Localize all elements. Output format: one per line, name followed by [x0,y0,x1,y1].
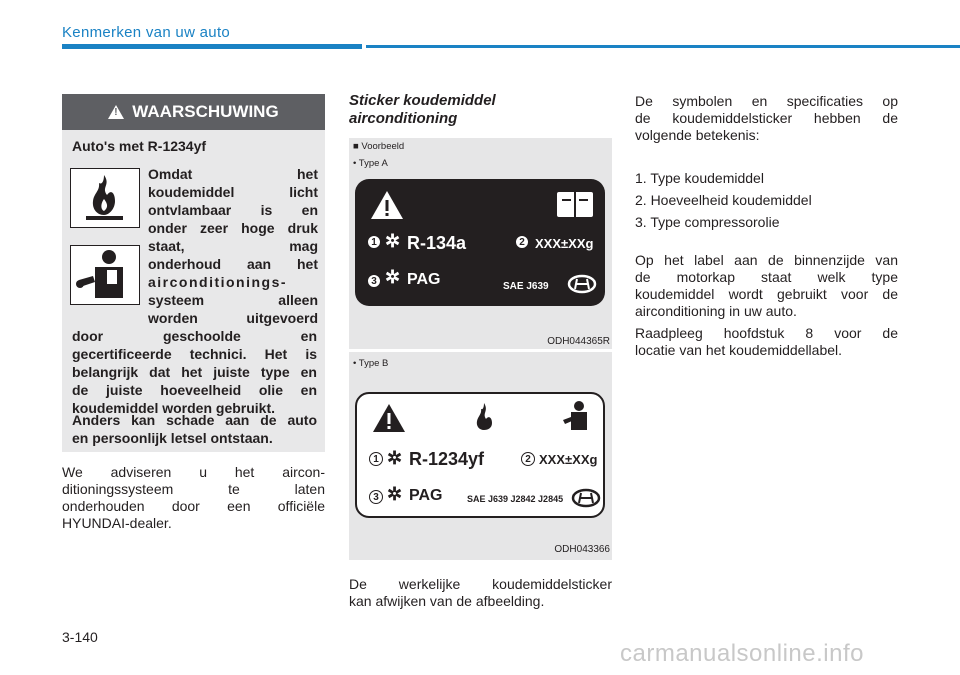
warning-line: koudemiddel licht [148,184,318,200]
list-item: 2. Hoeveelheid koudemiddel [635,192,812,208]
body-line: volgende betekenis: [635,127,760,143]
body-line: kan afwijken van de afbeelding. [349,593,545,609]
warning-text-right [148,165,318,327]
warning-line: gecertificeerde technici. Het is [72,346,317,362]
warning-line: airconditionings- [148,274,288,290]
warning-line: onderhoud aan het [148,256,318,272]
flammable-icon [70,168,140,228]
hyundai-logo-icon [571,488,601,508]
page-number: 3-140 [62,629,98,645]
refrigerant-type: R-134a [407,233,467,253]
technician-icon [70,245,140,305]
left-body-text [62,464,325,532]
list-item: 3. Type compressorolie [635,214,780,230]
watermark: carmanualsonline.info [620,640,864,667]
body-line: airconditioning in uw auto. [635,303,797,319]
warning-line: Omdat het [148,166,318,182]
header-rule-dark [62,44,362,49]
refrigerant-amount: XXX±XXg [539,452,598,467]
warning-line: staat, mag [148,238,318,254]
header-rule-light [366,45,960,48]
body-line: Op het label aan de binnenzijde van [635,252,898,268]
title-line: Sticker koudemiddel [349,92,496,109]
sae-standard: SAE J639 J2842 J2845 [467,494,564,504]
sticker-section-title [349,92,496,128]
sticker-panel-a [349,138,612,349]
body-line: De symbolen en specificaties op [635,93,898,109]
oil-can-icon: ✲ [387,484,403,504]
warning-line: koudemiddel worden gebruikt. [72,400,276,416]
snowflake-icon: ✲ [387,448,403,468]
figure-code: ODH044365R [547,336,610,347]
list-item: 1. Type koudemiddel [635,170,764,186]
marker-2: 2 [515,235,529,249]
type-a-label: • Type A [353,158,388,169]
body-line: HYUNDAI-dealer. [62,515,172,531]
body-line: de koudemiddelsticker hebben de [635,110,898,126]
title-line: airconditioning [349,110,458,127]
warning-line: de juiste hoeveelheid olie en [72,382,317,398]
body-line: koudemiddel wordt gebruikt voor de [635,286,898,302]
warning-heading: WAARSCHUWING [132,102,279,121]
refrigerant-amount: XXX±XXg [535,236,594,251]
warning-text-final [72,411,317,447]
marker-3: 3 [369,490,383,504]
section-title: Kenmerken van uw auto [62,24,231,41]
oil-type: PAG [409,487,443,504]
marker-1: 1 [369,452,383,466]
body-line: onderhouden door een officiële [62,498,325,514]
warning-line: door geschoolde en [72,328,317,344]
snowflake-icon: ✲ [385,231,401,251]
caution-icon [371,402,407,434]
warning-line: systeem alleen [148,292,318,308]
warning-line: onder zeer hoge druk [148,220,318,236]
sticker-type-b [355,392,605,518]
marker-1: 1 [367,235,381,249]
hyundai-logo-icon [567,274,597,294]
figure-code: ODH043366 [554,544,610,555]
warning-triangle-icon [108,105,124,119]
warning-line: belangrijk dat het juiste type en [72,364,317,380]
oil-type: PAG [407,271,441,288]
marker-2: 2 [521,452,535,466]
body-line: locatie van het koudemiddellabel. [635,342,843,358]
warning-line: worden uitgevoerd [148,310,318,326]
oil-can-icon: ✲ [385,267,401,287]
warning-line: ontvlambaar is en [148,202,318,218]
warning-line: en persoonlijk letsel ontstaan. [72,430,273,446]
refrigerant-type: R-1234yf [409,449,485,469]
body-line: Raadpleeg hoofdstuk 8 voor de [635,325,898,341]
warning-text-full [72,327,317,417]
flammable-icon [469,400,499,432]
body-line: ditioningssysteem te laten [62,481,325,497]
caution-icon [369,189,405,221]
marker-3: 3 [367,274,381,288]
type-b-label: • Type B [353,358,389,369]
sticker-note [349,576,612,610]
example-label: ■ Voorbeeld [353,141,405,152]
sae-standard: SAE J639 [503,281,549,292]
warning-box [62,94,325,452]
body-line: De werkelijke koudemiddelsticker [349,576,612,592]
right-column-text [635,93,898,359]
sticker-panel-b [349,352,612,560]
body-line: de motorkap staat welk type [635,269,898,285]
sticker-type-a [355,179,605,306]
body-line: We adviseren u het aircon- [62,464,325,480]
manual-book-icon [555,189,595,219]
warning-line: Anders kan schade aan de auto [72,412,317,428]
technician-icon [561,400,593,432]
warning-subtitle: Auto's met R-1234yf [72,138,207,154]
warning-header [62,94,325,130]
